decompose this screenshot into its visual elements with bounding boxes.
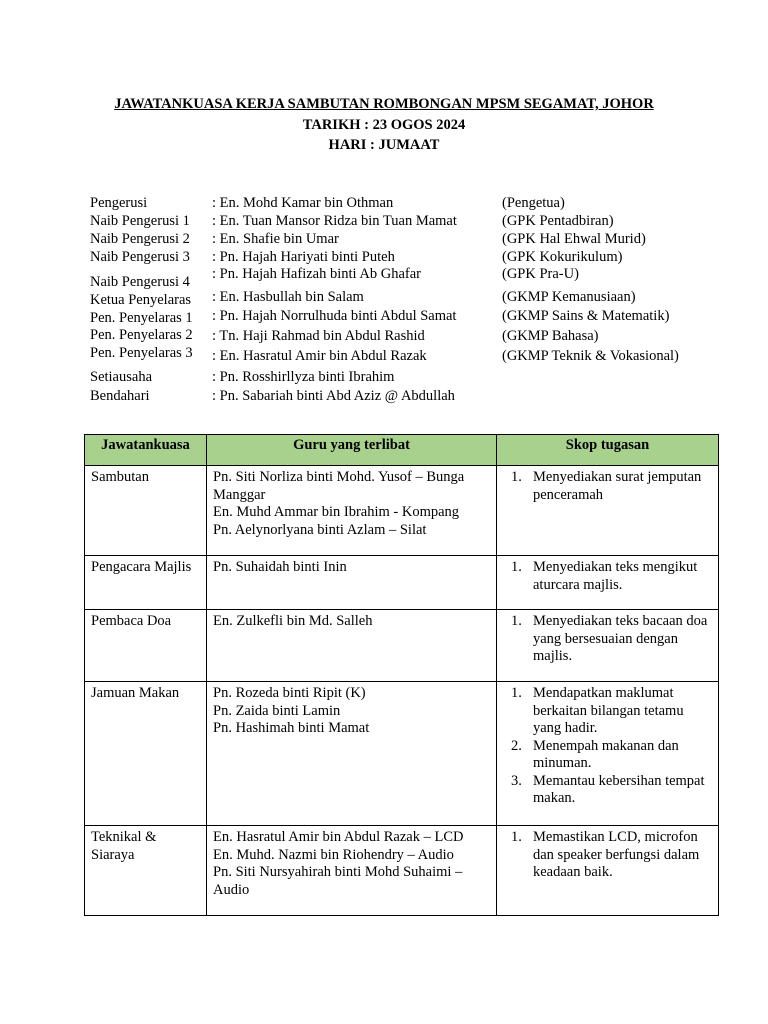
task-item [503,685,712,738]
teacher-entry: Pn. Rozeda binti Ripit (K) [213,685,366,701]
table-header-row [85,435,719,466]
table-row [85,610,719,682]
teacher-entry: En. Zulkefli bin Md. Salleh [213,613,373,629]
task-item [503,773,712,808]
table-row [85,556,719,610]
teacher-entry: En. Muhd Ammar bin Ibrahim - Kompang [213,504,460,520]
teacher-entry: Pn. Siti Nursyahirah binti Mohd Suhaimi – Audio [213,864,463,898]
committee-name: : Tn. Haji Rahmad bin Abdul Rashid [212,328,425,344]
committee-post: (GPK Pra-U) [502,266,579,282]
committee-name: : En. Mohd Kamar bin Othman [212,195,394,211]
committee-role: Pengerusi [90,195,148,211]
committee-name: : Pn. Sabariah binti Abd Aziz @ Abdullah [212,388,455,404]
committee-cell: Pengacara Majlis [85,556,207,610]
committee-cell: Pembaca Doa [85,610,207,682]
task-item [503,738,712,773]
task-item [503,559,712,594]
task-text: Menyediakan teks bacaan doa yang bersesuaian dengan majlis. [533,613,708,664]
tasks-cell [497,556,719,610]
task-text: Menyediakan teks mengikut aturcara majlis. [533,559,698,593]
committee-role: Naib Pengerusi 3 [90,249,190,265]
table-row [85,682,719,826]
committee-post: (GKMP Bahasa) [502,328,599,344]
teachers-cell [207,556,497,610]
committee-name: : En. Shafie bin Umar [212,231,339,247]
committee-name: : En. Tuan Mansor Ridza bin Tuan Mamat [212,213,457,229]
task-number: 1. [511,685,522,701]
committee-name: : En. Hasbullah bin Salam [212,289,364,305]
column-header: Skop tugasan [497,435,719,466]
task-number: 1. [511,469,522,485]
committee-role: Pen. Penyelaras 1 [90,310,193,326]
teachers-cell [207,466,497,556]
committee-role: Naib Pengerusi 4 [90,274,190,290]
committee-post: (GKMP Teknik & Vokasional) [502,348,679,364]
column-header: Jawatankuasa [85,435,207,466]
teacher-entry: En. Muhd. Nazmi bin Riohendry – Audio [213,846,454,863]
committee-role: Pen. Penyelaras 3 [90,345,193,361]
tasks-cell [497,682,719,826]
committee-name: : Pn. Rosshirllyza binti Ibrahim [212,369,395,385]
committee-post: (GPK Pentadbiran) [502,213,614,229]
teacher-entry: Pn. Hashimah binti Mamat [213,720,370,736]
committee-role: Ketua Penyelaras [90,292,192,308]
committee-name: : Pn. Hajah Hafizah binti Ab Ghafar [212,266,421,282]
committee-post: (GPK Hal Ehwal Murid) [502,231,646,247]
document-day: HARI : JUMAAT [328,137,440,153]
task-number: 1. [511,613,522,629]
task-number: 1. [511,829,522,845]
committee-role: Naib Pengerusi 2 [90,231,190,247]
teacher-entry: Pn. Suhaidah binti Inin [213,559,347,575]
task-item [503,829,712,882]
committee-cell: Jamuan Makan [85,682,207,826]
task-text: Mendapatkan maklumat berkaitan bilangan tetamu yang hadir. [533,685,684,736]
document-header [0,94,768,156]
task-number: 2. [511,737,522,754]
task-text: Memastikan LCD, microfon dan speaker berfungsi dalam keadaan baik. [533,829,700,880]
task-text: Menempah makanan dan minuman. [533,737,679,771]
tasks-cell [497,826,719,916]
committee-name: : Pn. Hajah Norrulhuda binti Abdul Samat [212,308,457,324]
task-number: 1. [511,559,522,575]
teacher-entry: Pn. Zaida binti Lamin [213,702,341,719]
tasks-cell [497,466,719,556]
committee-role: Naib Pengerusi 1 [90,213,190,229]
committee-post: (GKMP Kemanusiaan) [502,289,636,305]
teacher-entry: En. Hasratul Amir bin Abdul Razak – LCD [213,829,464,845]
teachers-cell [207,826,497,916]
teachers-cell [207,610,497,682]
tasks-cell [497,610,719,682]
table-row [85,826,719,916]
document-date: TARIKH : 23 OGOS 2024 [302,116,466,133]
task-item [503,469,712,504]
teacher-entry: Pn. Aelynorlyana binti Azlam – Silat [213,521,427,538]
document-title: JAWATANKUASA KERJA SAMBUTAN ROMBONGAN MPSM SEGAMAT, JOHOR [114,96,654,112]
committee-role: Pen. Penyelaras 2 [90,327,193,343]
teachers-cell [207,682,497,826]
task-table [84,434,719,916]
committee-cell: Sambutan [85,466,207,556]
task-number: 3. [511,772,522,789]
teacher-entry: Pn. Siti Norliza binti Mohd. Yusof – Bunga Manggar [213,469,465,503]
committee-name: : Pn. Hajah Hariyati binti Puteh [212,249,395,265]
committee-post: (GPK Kokurikulum) [502,249,623,265]
task-item [503,613,712,666]
task-text: Memantau kebersihan tempat makan. [533,772,705,806]
committee-role: Setiausaha [90,369,153,385]
committee-cell: Teknikal & Siaraya [85,826,207,916]
committee-name: : En. Hasratul Amir bin Abdul Razak [212,348,427,364]
committee-post: (GKMP Sains & Matematik) [502,308,670,324]
table-row [85,466,719,556]
committee-post: (Pengetua) [502,195,565,211]
committee-role: Bendahari [90,388,150,404]
column-header: Guru yang terlibat [207,435,497,466]
task-text: Menyediakan surat jemputan penceramah [533,469,702,503]
